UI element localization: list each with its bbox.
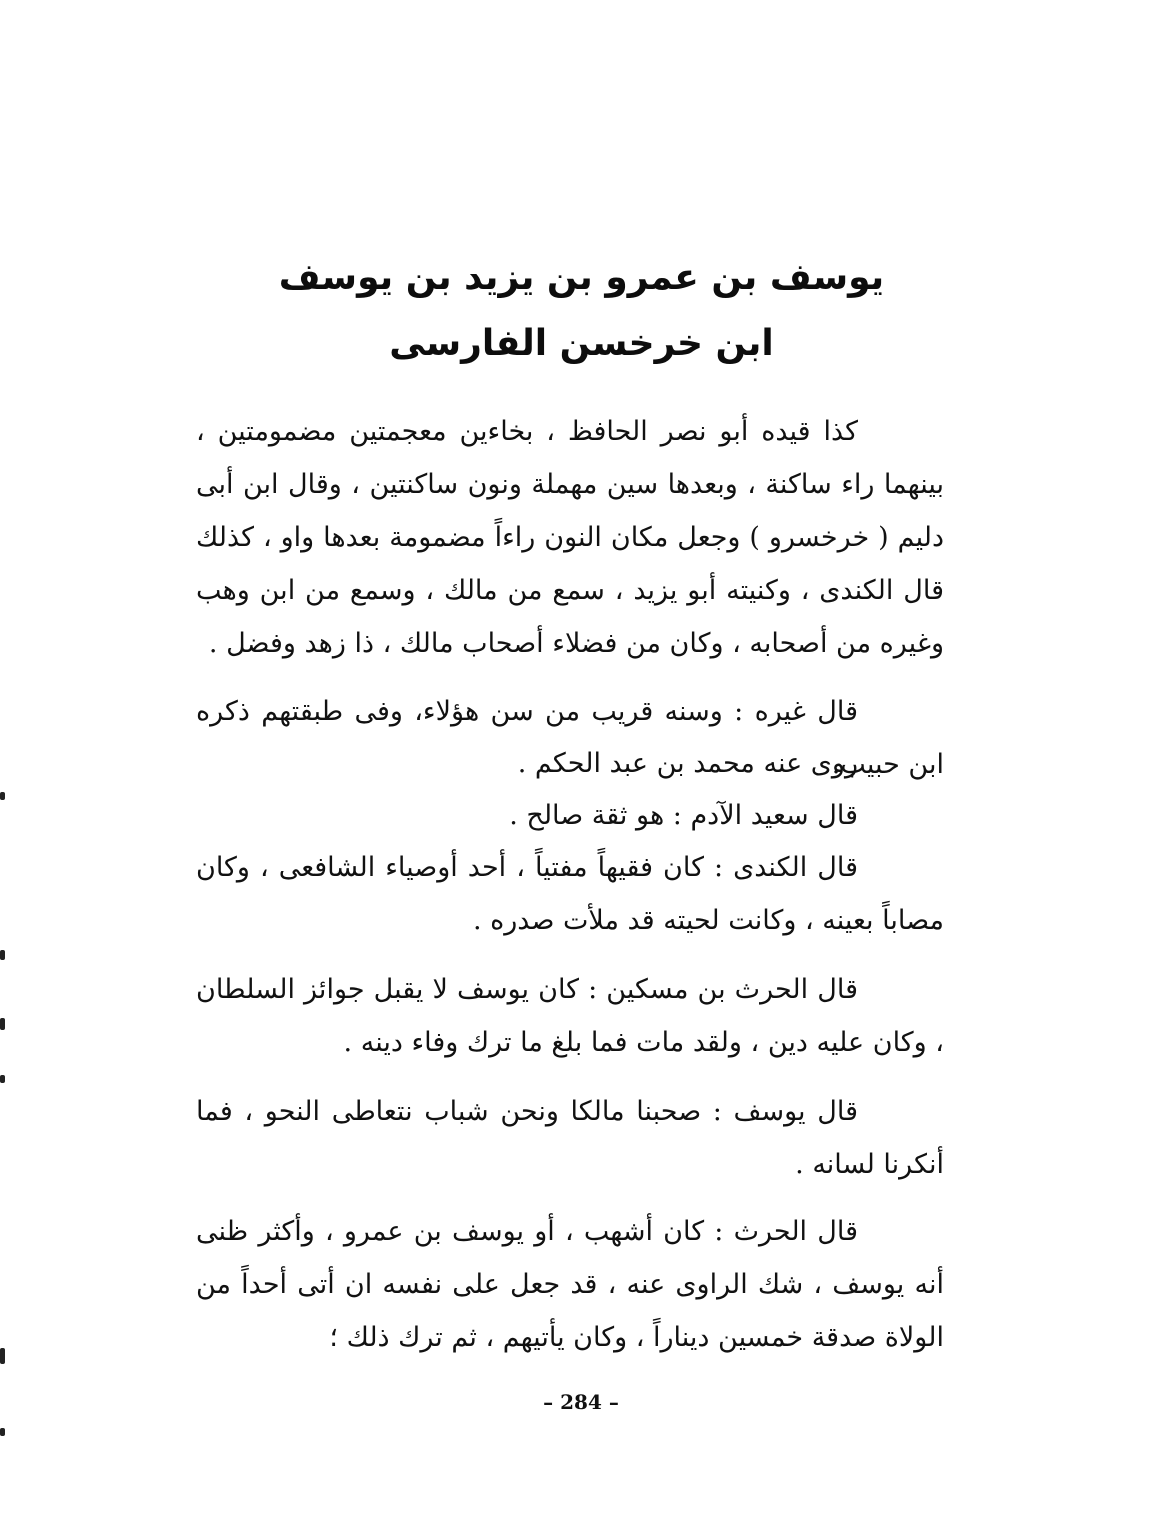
paragraph: قال الحرث بن مسكين : كان يوسف لا يقبل جوائز السلطان ، وكان عليه دين ، ولقد مات فما بلغ ما ترك وفاء دينه .	[196, 974, 944, 1058]
paragraph: قال الحرث : كان أشهب ، أو يوسف بن عمرو ، وأكثر ظنى أنه يوسف ، شك الراوى عنه ، قد جعل على نفسه ان أتى أحداً من الولاة صدقة خمسين ديناراً ، وكان يأتيهم ، ثم ترك ذلك ؛	[196, 1216, 944, 1353]
page-number: – 284 –	[543, 1390, 619, 1414]
paragraph-6-block	[196, 963, 944, 1069]
paragraph-5-block	[196, 841, 944, 947]
paragraph: قال غيره : وسنه قريب من سن هؤلاء، وفى طبقتهم ذكره ابن حبيب.	[196, 696, 944, 780]
scan-edge-mark	[0, 1428, 5, 1436]
scan-edge-mark	[0, 792, 5, 800]
paragraph-4-block	[196, 789, 944, 842]
scan-edge-mark	[0, 1348, 5, 1364]
paragraph: روى عنه محمد بن عبد الحكم .	[517, 748, 858, 779]
paragraph-3-block	[196, 737, 944, 790]
paragraph-8-block	[196, 1205, 944, 1364]
scan-edge-mark	[0, 950, 5, 960]
paragraph: كذا قيده أبو نصر الحافظ ، بخاءين معجمتين مضمومتين ، بينهما راء ساكنة ، وبعدها سين مهملة ونون ساكنتين ، وقال ابن أبى دليم ( خرخسرو ) وجعل مكان النون راءاً مضمومة بعدها واو ، كذلك قال الكندى ، وكنيته أبو يزيد ، سمع من مالك ، وسمع من ابن وهب وغيره من أصحابه ، وكان من فضلاء أصحاب مالك ، ذا زهد وفضل .	[196, 416, 944, 659]
paragraph: قال الكندى : كان فقيهاً مفتياً ، أحد أوصياء الشافعى ، وكان مصاباً بعينه ، وكانت لحيته قد ملأت صدره .	[196, 852, 944, 936]
scan-edge-mark	[0, 1075, 5, 1083]
paragraph: قال يوسف : صحبنا مالكا ونحن شباب نتعاطى النحو ، فما أنكرنا لسانه .	[196, 1096, 944, 1180]
paragraph-7-block	[196, 1085, 944, 1191]
entry-title-line-2: ابن خرخسن الفارسى	[389, 323, 774, 364]
entry-title-line-1: يوسف بن عمرو بن يزيد بن يوسف	[278, 257, 885, 298]
paragraph-1-block	[196, 405, 944, 670]
paragraph: قال سعيد الآدم : هو ثقة صالح .	[509, 800, 858, 831]
scan-edge-mark	[0, 1018, 5, 1030]
